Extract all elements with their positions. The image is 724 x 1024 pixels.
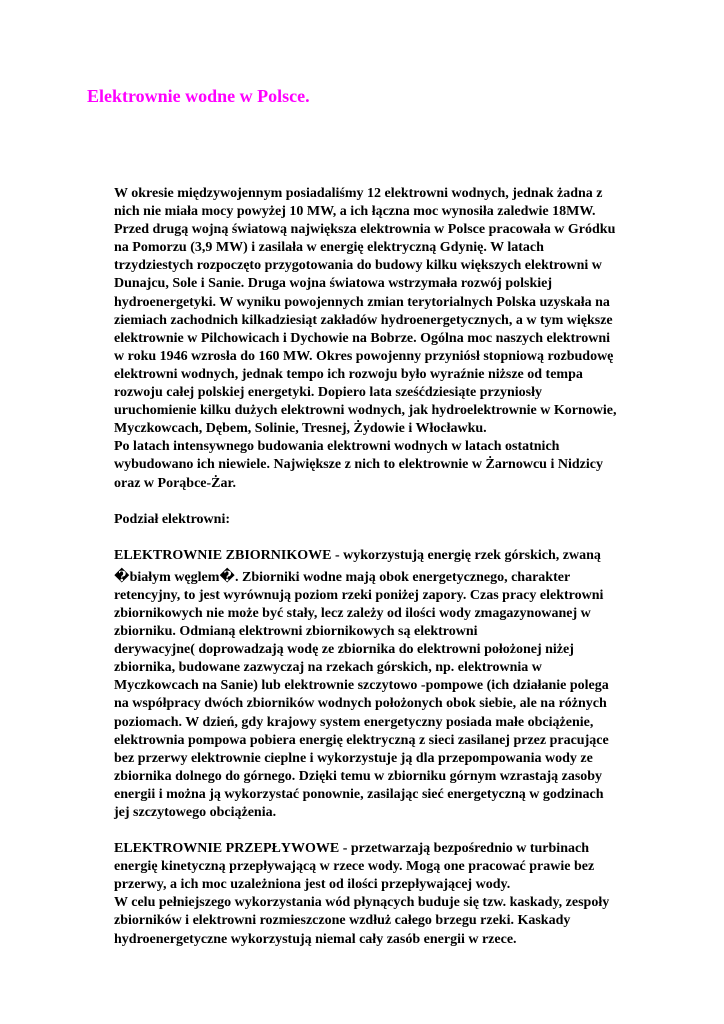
text-line: uruchomienie kilku dużych elektrowni wodnych, jak hydroelektrownie w Kornowie, (114, 403, 617, 419)
text-line: trzydziestych rozpoczęto przygotowania do budowy kilku większych elektrowni w (114, 258, 602, 274)
text-line: derywacyjne( doprowadzają wodę ze zbiornika do elektrowni położonej niżej (114, 642, 574, 658)
text-line: jej szczytowego obciążenia. (114, 805, 277, 820)
text-line: zbiornika dolnego do górnego. Dzięki temu w zbiorniku górnym wzrastają zasoby (114, 768, 603, 784)
reservoir-heading-line: ELEKTROWNIE ZBIORNIKOWE - wykorzystują energię rzek górskich, zwaną (114, 547, 601, 563)
text-line: bez przerwy elektrownie cieplne i wykorzystuje ją dla przepompowania wody ze (114, 750, 593, 766)
text-line: zbiornikowych nie może być stały, lecz zależy od ilości wody zmagazynowanej w (114, 605, 591, 621)
text-line: hydroenergetyki. W wyniku powojennych zmian terytorialnych Polska uzyskała na (114, 294, 610, 310)
text-line: poziomach. W dzień, gdy krajowy system energetyczny posiada małe obciążenie, (114, 714, 594, 730)
text-line: W okresie międzywojennym posiadaliśmy 12 elektrowni wodnych, jednak żadna z (114, 186, 603, 201)
text-line: Myczkowcach na Sanie) lub elektrownie szczytowo -pompowe (ich działanie polega (114, 678, 609, 694)
section-heading (114, 511, 634, 529)
text-line: retencyjny, to jest wyrównują poziom rzeki poniżej zapory. Czas pracy elektrowni (114, 587, 604, 603)
text-line: nich nie miała mocy powyżej 10 MW, a ich łączna moc wynosiła zaledwie 18MW. (114, 204, 596, 220)
text-line: elektrownie w Pilchowicach i Dychowie na Bobrze. Ogólna moc naszych elektrowni (114, 330, 611, 346)
text-line: �białym węglem�. Zbiorniki wodne mają obok energetycznego, charakter (114, 569, 571, 585)
text-line: w roku 1946 wzrosła do 160 MW. Okres powojenny przyniósł stopniową rozbudowę (114, 348, 614, 364)
intro-paragraph (114, 185, 634, 493)
text-line: ziemiach zachodnich kilkadziesiąt zakładów hydroenergetycznych, a w tym większe (114, 312, 613, 328)
text-line: Dunajcu, Sole i Sanie. Druga wojna światowa wstrzymała rozwój polskiej (114, 276, 553, 292)
text-line: na współpracy dwóch zbiorników wodnych położonych obok siebie, ale na różnych (114, 696, 607, 712)
text-line: ELEKTROWNIE PRZEPŁYWOWE - przetwarzają bezpośrednio w turbinach (114, 841, 589, 857)
text-line: W celu pełniejszego wykorzystania wód płynących buduje się tzw. kaskady, zespoły (114, 895, 610, 911)
text-line: zbiorniku. Odmianą elektrowni zbiornikowych są elektrowni (114, 624, 478, 640)
text-line: energii i można ją wykorzystać ponownie, zasilając sieć energetyczną w godzinach (114, 786, 604, 802)
text-line: Przed drugą wojną światową największa elektrownia w Polsce pracowała w Gródku (114, 222, 616, 238)
text-line: zbiorników i elektrowni rozmieszczone wzdłuż całego brzegu rzeki. Kaskady (114, 913, 571, 929)
flow-paragraph (114, 840, 634, 949)
text-line: rozwoju całej polskiej energetyki. Dopiero lata sześćdziesiąte przyniosły (114, 385, 542, 401)
text-line: przerwy, a ich moc uzależniona jest od ilości przepływającej wody. (114, 877, 511, 893)
document-body (114, 185, 634, 949)
text-line: elektrowni wodnych, jednak tempo ich rozwoju było wyraźnie niższe od tempa (114, 366, 583, 382)
text-line: Myczkowcach, Dębem, Solinie, Tresnej, Żydowie i Włocławku. (114, 421, 487, 437)
section-heading-text: Podział elektrowni: (114, 511, 231, 527)
reservoir-paragraph (114, 569, 634, 822)
text-line: hydroenergetyczne wykorzystują niemal cały zasób energii w rzece. (114, 931, 517, 947)
text-line: energię kinetyczną przepływającą w rzece wody. Mogą one pracować prawie bez (114, 859, 595, 875)
document-title: Elektrownie wodne w Polsce. (87, 86, 310, 106)
text-line: oraz w Porąbce-Żar. (114, 475, 236, 491)
text-line: wybudowano ich niewiele. Największe z nich to elektrownie w Żarnowcu i Nidzicy (114, 457, 603, 473)
reservoir-heading-paragraph (114, 547, 634, 565)
text-line: zbiornika, budowane zazwyczaj na rzekach górskich, np. elektrownia w (114, 660, 542, 676)
text-line: na Pomorzu (3,9 MW) i zasilała w energię elektryczną Gdynię. W latach (114, 240, 544, 256)
text-line: elektrownia pompowa pobiera energię elektryczną z sieci zasilanej przez pracujące (114, 732, 609, 748)
text-line: Po latach intensywnego budowania elektrowni wodnych w latach ostatnich (114, 439, 560, 455)
